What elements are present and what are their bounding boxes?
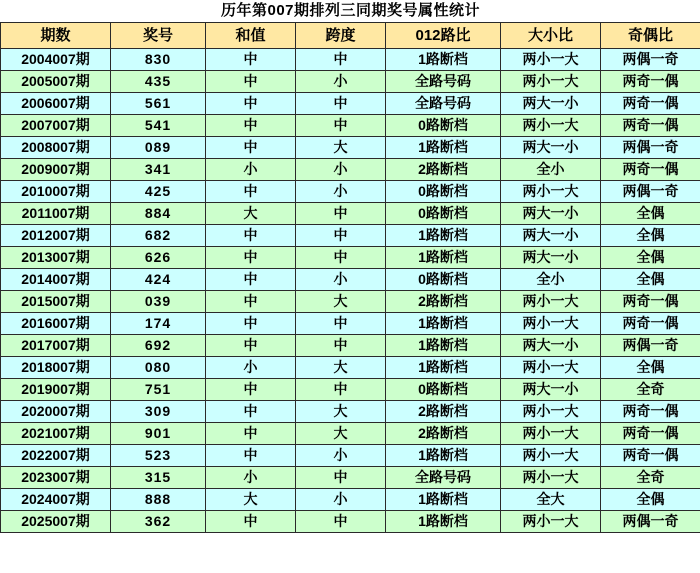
cell-bigsmall: 全小 xyxy=(501,269,601,291)
cell-sum: 小 xyxy=(206,357,296,379)
cell-span: 小 xyxy=(296,181,386,203)
cell-oddeven: 两奇一偶 xyxy=(601,93,700,115)
page-title: 历年第007期排列三同期奖号属性统计 xyxy=(1,0,700,23)
cell-oddeven: 两偶一奇 xyxy=(601,335,700,357)
cell-oddeven: 两奇一偶 xyxy=(601,445,700,467)
cell-number: 888 xyxy=(111,489,206,511)
table-row xyxy=(1,379,700,401)
cell-sum: 小 xyxy=(206,159,296,181)
cell-bigsmall: 两小一大 xyxy=(501,445,601,467)
table-row xyxy=(1,467,700,489)
cell-sum: 中 xyxy=(206,269,296,291)
cell-sum: 中 xyxy=(206,115,296,137)
cell-oddeven: 全偶 xyxy=(601,247,700,269)
cell-oddeven: 两偶一奇 xyxy=(601,511,700,533)
cell-span: 大 xyxy=(296,291,386,313)
cell-bigsmall: 两大一小 xyxy=(501,379,601,401)
table-row xyxy=(1,445,700,467)
cell-span: 大 xyxy=(296,423,386,445)
cell-period: 2015007期 xyxy=(1,291,111,313)
cell-012road: 1路断档 xyxy=(386,49,501,71)
cell-number: 682 xyxy=(111,225,206,247)
table-row xyxy=(1,357,700,379)
table-row xyxy=(1,181,700,203)
cell-number: 541 xyxy=(111,115,206,137)
cell-oddeven: 两奇一偶 xyxy=(601,401,700,423)
table-row xyxy=(1,511,700,533)
cell-oddeven: 全奇 xyxy=(601,379,700,401)
cell-012road: 0路断档 xyxy=(386,181,501,203)
cell-number: 901 xyxy=(111,423,206,445)
cell-number: 626 xyxy=(111,247,206,269)
cell-sum: 小 xyxy=(206,467,296,489)
cell-012road: 2路断档 xyxy=(386,159,501,181)
column-header-number: 奖号 xyxy=(111,23,206,49)
table-row xyxy=(1,203,700,225)
cell-span: 小 xyxy=(296,269,386,291)
cell-bigsmall: 两小一大 xyxy=(501,401,601,423)
cell-span: 中 xyxy=(296,115,386,137)
cell-span: 大 xyxy=(296,401,386,423)
cell-period: 2021007期 xyxy=(1,423,111,445)
cell-012road: 1路断档 xyxy=(386,357,501,379)
cell-period: 2010007期 xyxy=(1,181,111,203)
cell-bigsmall: 两小一大 xyxy=(501,467,601,489)
table-row xyxy=(1,159,700,181)
table-row xyxy=(1,401,700,423)
cell-012road: 1路断档 xyxy=(386,335,501,357)
cell-sum: 中 xyxy=(206,313,296,335)
cell-oddeven: 两奇一偶 xyxy=(601,313,700,335)
cell-bigsmall: 两大一小 xyxy=(501,247,601,269)
cell-number: 174 xyxy=(111,313,206,335)
cell-sum: 大 xyxy=(206,203,296,225)
cell-sum: 中 xyxy=(206,445,296,467)
cell-span: 小 xyxy=(296,159,386,181)
cell-oddeven: 两奇一偶 xyxy=(601,291,700,313)
cell-period: 2012007期 xyxy=(1,225,111,247)
table-row xyxy=(1,93,700,115)
table-row xyxy=(1,313,700,335)
column-header-bigsmall: 大小比 xyxy=(501,23,601,49)
table-row xyxy=(1,247,700,269)
cell-012road: 0路断档 xyxy=(386,203,501,225)
table-row xyxy=(1,291,700,313)
cell-012road: 1路断档 xyxy=(386,225,501,247)
cell-bigsmall: 两小一大 xyxy=(501,511,601,533)
cell-012road: 1路断档 xyxy=(386,137,501,159)
cell-012road: 1路断档 xyxy=(386,247,501,269)
cell-number: 692 xyxy=(111,335,206,357)
cell-oddeven: 全偶 xyxy=(601,489,700,511)
cell-period: 2004007期 xyxy=(1,49,111,71)
table-row xyxy=(1,49,700,71)
cell-bigsmall: 全小 xyxy=(501,159,601,181)
cell-span: 中 xyxy=(296,247,386,269)
cell-012road: 全路号码 xyxy=(386,93,501,115)
cell-bigsmall: 两小一大 xyxy=(501,49,601,71)
cell-bigsmall: 两大一小 xyxy=(501,203,601,225)
cell-period: 2011007期 xyxy=(1,203,111,225)
cell-period: 2013007期 xyxy=(1,247,111,269)
cell-period: 2006007期 xyxy=(1,93,111,115)
cell-period: 2007007期 xyxy=(1,115,111,137)
cell-number: 080 xyxy=(111,357,206,379)
cell-span: 中 xyxy=(296,511,386,533)
cell-number: 315 xyxy=(111,467,206,489)
cell-oddeven: 全偶 xyxy=(601,269,700,291)
table-row xyxy=(1,225,700,247)
cell-period: 2014007期 xyxy=(1,269,111,291)
cell-012road: 1路断档 xyxy=(386,313,501,335)
cell-bigsmall: 两小一大 xyxy=(501,115,601,137)
cell-oddeven: 全偶 xyxy=(601,203,700,225)
cell-bigsmall: 两小一大 xyxy=(501,291,601,313)
cell-012road: 0路断档 xyxy=(386,269,501,291)
cell-span: 中 xyxy=(296,467,386,489)
cell-012road: 2路断档 xyxy=(386,423,501,445)
cell-number: 362 xyxy=(111,511,206,533)
cell-number: 830 xyxy=(111,49,206,71)
table-row xyxy=(1,137,700,159)
cell-oddeven: 两奇一偶 xyxy=(601,423,700,445)
table-row xyxy=(1,115,700,137)
cell-number: 435 xyxy=(111,71,206,93)
cell-period: 2022007期 xyxy=(1,445,111,467)
cell-period: 2016007期 xyxy=(1,313,111,335)
cell-period: 2020007期 xyxy=(1,401,111,423)
cell-number: 089 xyxy=(111,137,206,159)
cell-bigsmall: 两小一大 xyxy=(501,423,601,445)
cell-sum: 中 xyxy=(206,93,296,115)
cell-span: 中 xyxy=(296,379,386,401)
table-header-row xyxy=(1,23,700,49)
cell-bigsmall: 两大一小 xyxy=(501,225,601,247)
title-row xyxy=(1,0,700,23)
cell-oddeven: 两偶一奇 xyxy=(601,181,700,203)
cell-span: 大 xyxy=(296,137,386,159)
cell-period: 2019007期 xyxy=(1,379,111,401)
cell-sum: 中 xyxy=(206,401,296,423)
table-row xyxy=(1,269,700,291)
cell-number: 424 xyxy=(111,269,206,291)
cell-012road: 2路断档 xyxy=(386,401,501,423)
cell-span: 中 xyxy=(296,313,386,335)
cell-012road: 2路断档 xyxy=(386,291,501,313)
cell-period: 2017007期 xyxy=(1,335,111,357)
cell-number: 751 xyxy=(111,379,206,401)
table-row xyxy=(1,71,700,93)
cell-sum: 中 xyxy=(206,423,296,445)
cell-sum: 中 xyxy=(206,511,296,533)
cell-012road: 全路号码 xyxy=(386,467,501,489)
cell-span: 小 xyxy=(296,445,386,467)
cell-oddeven: 全偶 xyxy=(601,357,700,379)
table-body xyxy=(1,0,700,533)
cell-012road: 全路号码 xyxy=(386,71,501,93)
cell-period: 2008007期 xyxy=(1,137,111,159)
table-row xyxy=(1,489,700,511)
cell-sum: 大 xyxy=(206,489,296,511)
cell-span: 中 xyxy=(296,335,386,357)
cell-span: 小 xyxy=(296,489,386,511)
cell-span: 中 xyxy=(296,225,386,247)
cell-sum: 中 xyxy=(206,379,296,401)
cell-period: 2005007期 xyxy=(1,71,111,93)
cell-span: 中 xyxy=(296,49,386,71)
cell-span: 小 xyxy=(296,71,386,93)
cell-012road: 0路断档 xyxy=(386,379,501,401)
cell-oddeven: 两奇一偶 xyxy=(601,71,700,93)
cell-number: 039 xyxy=(111,291,206,313)
cell-period: 2018007期 xyxy=(1,357,111,379)
cell-012road: 1路断档 xyxy=(386,489,501,511)
column-header-sum: 和值 xyxy=(206,23,296,49)
cell-sum: 中 xyxy=(206,225,296,247)
cell-number: 341 xyxy=(111,159,206,181)
cell-bigsmall: 两大一小 xyxy=(501,137,601,159)
column-header-span: 跨度 xyxy=(296,23,386,49)
cell-oddeven: 全奇 xyxy=(601,467,700,489)
cell-012road: 1路断档 xyxy=(386,511,501,533)
cell-012road: 0路断档 xyxy=(386,115,501,137)
cell-number: 425 xyxy=(111,181,206,203)
cell-bigsmall: 全大 xyxy=(501,489,601,511)
cell-oddeven: 全偶 xyxy=(601,225,700,247)
cell-bigsmall: 两大一小 xyxy=(501,93,601,115)
cell-span: 中 xyxy=(296,203,386,225)
cell-number: 561 xyxy=(111,93,206,115)
cell-bigsmall: 两大一小 xyxy=(501,335,601,357)
cell-012road: 1路断档 xyxy=(386,445,501,467)
column-header-period: 期数 xyxy=(1,23,111,49)
cell-period: 2009007期 xyxy=(1,159,111,181)
cell-bigsmall: 两小一大 xyxy=(501,357,601,379)
cell-number: 523 xyxy=(111,445,206,467)
cell-span: 大 xyxy=(296,357,386,379)
column-header-oddeven: 奇偶比 xyxy=(601,23,700,49)
cell-oddeven: 两偶一奇 xyxy=(601,137,700,159)
cell-sum: 中 xyxy=(206,181,296,203)
cell-oddeven: 两奇一偶 xyxy=(601,159,700,181)
cell-number: 884 xyxy=(111,203,206,225)
cell-period: 2024007期 xyxy=(1,489,111,511)
cell-bigsmall: 两小一大 xyxy=(501,313,601,335)
cell-bigsmall: 两小一大 xyxy=(501,181,601,203)
column-header-012road: 012路比 xyxy=(386,23,501,49)
cell-sum: 中 xyxy=(206,335,296,357)
cell-period: 2025007期 xyxy=(1,511,111,533)
cell-bigsmall: 两小一大 xyxy=(501,71,601,93)
cell-span: 中 xyxy=(296,93,386,115)
cell-oddeven: 两奇一偶 xyxy=(601,115,700,137)
cell-sum: 中 xyxy=(206,247,296,269)
cell-sum: 中 xyxy=(206,49,296,71)
cell-sum: 中 xyxy=(206,291,296,313)
cell-sum: 中 xyxy=(206,137,296,159)
cell-sum: 中 xyxy=(206,71,296,93)
cell-oddeven: 两偶一奇 xyxy=(601,49,700,71)
table-row xyxy=(1,335,700,357)
cell-period: 2023007期 xyxy=(1,467,111,489)
table-row xyxy=(1,423,700,445)
cell-number: 309 xyxy=(111,401,206,423)
